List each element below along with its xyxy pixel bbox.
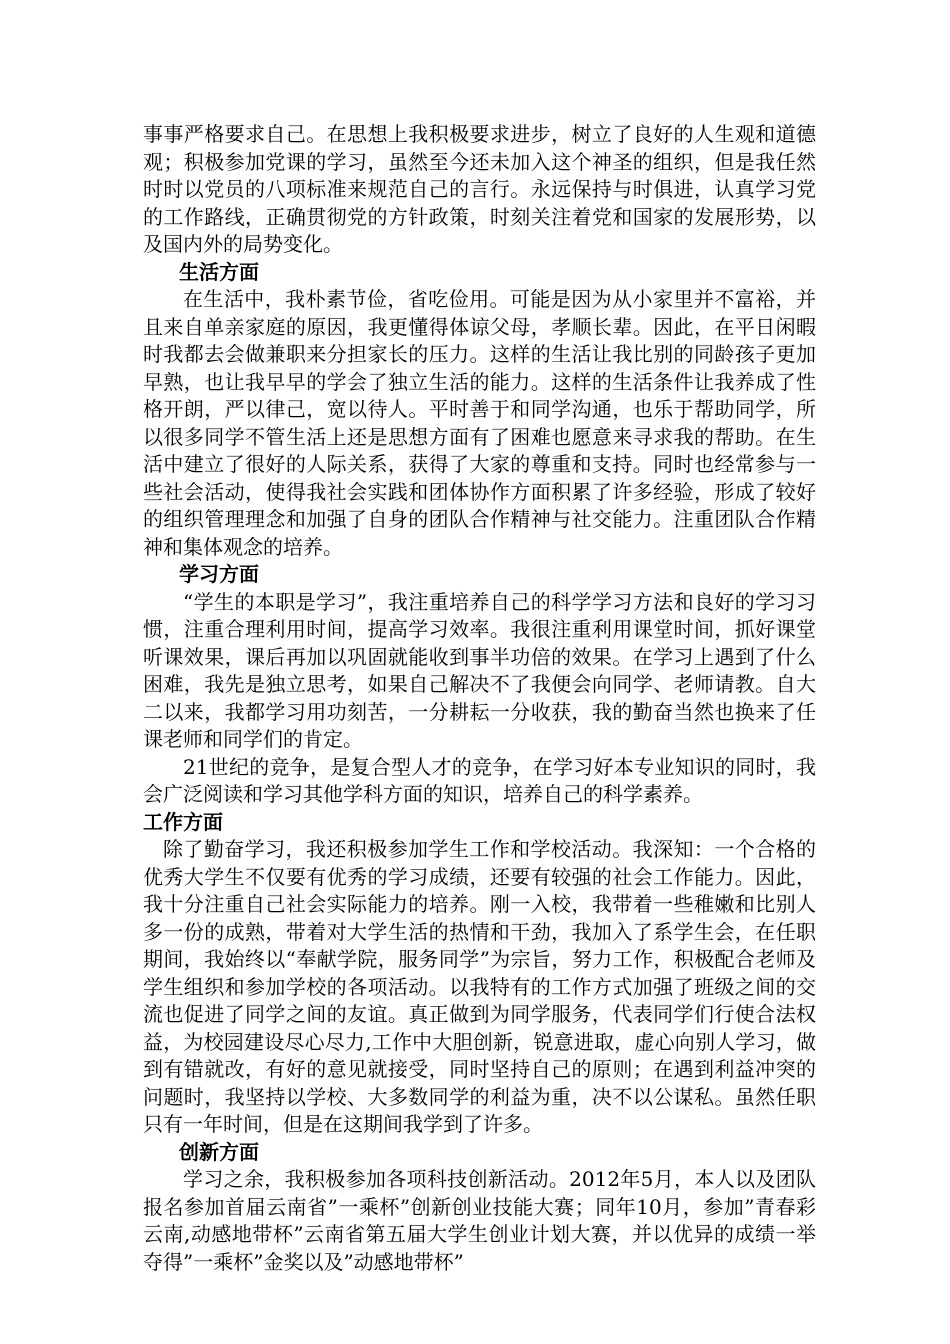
paragraph-work: 除了勤奋学习，我还积极参加学生工作和学校活动。我深知：一个合格的优秀大学生不仅要有优秀的学习成绩，还要有较强的社会工作能力。因此，我十分注重自己社会实际能力的培养。刚一入校，我带着一些稚嫩和比别人多一份的成熟，带着对大学生活的热情和干劲，我加入了系学生会，在任职期间，我始终以“奉献学院，服务同学”为宗旨，努力工作，积极配合老师及学生组织和参加学校的各项活动。以我特有的工作方式加强了班级之间的交流也促进了同学之间的友谊。真正做到为同学服务，代表同学们行使合法权益，为校园建设尽心尽力,工作中大胆创新，锐意进取，虚心向别人学习，做到有错就改，有好的意见就接受，同时坚持自己的原则；在遇到利益冲突的问题时，我坚持以学校、大多数同学的利益为重，决不以公谋私。虽然任职只有一年时间，但是在这期间我学到了许多。	[143, 837, 816, 1136]
paragraph-innovation: 学习之余，我积极参加各项科技创新活动。2012年5月，本人以及团队报名参加首届云南省”一乘杯”创新创业技能大赛；同年10月，参加”青春彩云南,动感地带杯”云南省第五届大学生创业计划大赛，并以优异的成绩一举夺得”一乘杯”金奖以及”动感地带杯”	[143, 1167, 816, 1274]
document-body	[143, 121, 816, 1276]
heading-work: 工作方面	[143, 809, 223, 834]
heading-life: 生活方面	[179, 259, 259, 284]
heading-innovation: 创新方面	[179, 1139, 259, 1164]
paragraph-ideology: 事事严格要求自己。在思想上我积极要求进步，树立了良好的人生观和道德观；积极参加党课的学习，虽然至今还未加入这个神圣的组织，但是我任然时时以党员的八项标准来规范自己的言行。永远保持与时俱进，认真学习党的工作路线，正确贯彻党的方针政策，时刻关注着党和国家的发展形势，以及国内外的局势变化。	[143, 122, 816, 256]
heading-study: 学习方面	[179, 562, 259, 586]
paragraph-life: 在生活中，我朴素节俭，省吃俭用。可能是因为从小家里并不富裕，并且来自单亲家庭的原因，我更懂得体谅父母，孝顺长辈。因此，在平日闲暇时我都去会做兼职来分担家长的压力。这样的生活让我比别的同龄孩子更加早熟，也让我早早的学会了独立生活的能力。这样的生活条件让我养成了性格开朗，严以律己，宽以待人。平时善于和同学沟通，也乐于帮助同学，所以很多同学不管生活上还是思想方面有了困难也愿意来寻求我的帮助。在生活中建立了很好的人际关系，获得了大家的尊重和支持。同时也经常参与一些社会活动，使得我社会实践和团体协作方面积累了许多经验，形成了较好的组织管理理念和加强了自身的团队合作精神与社交能力。注重团队合作精神和集体观念的培养。	[143, 287, 816, 559]
paragraph-competition: 21世纪的竞争，是复合型人才的竞争，在学习好本专业知识的同时，我会广泛阅读和学习其他学科方面的知识，培养自己的科学素养。	[143, 754, 816, 806]
paragraph-study: “学生的本职是学习”，我注重培养自己的科学学习方法和良好的学习习惯，注重合理利用时间，提高学习效率。我很注重利用课堂时间，抓好课堂听课效果，课后再加以巩固就能收到事半功倍的效果。在学习上遇到了什么困难，我先是独立思考，如果自己解决不了我便会向同学、老师请教。自大二以来，我都学习用功刻苦，一分耕耘一分收获，我的勤奋当然也换来了任课老师和同学们的肯定。	[143, 589, 816, 751]
